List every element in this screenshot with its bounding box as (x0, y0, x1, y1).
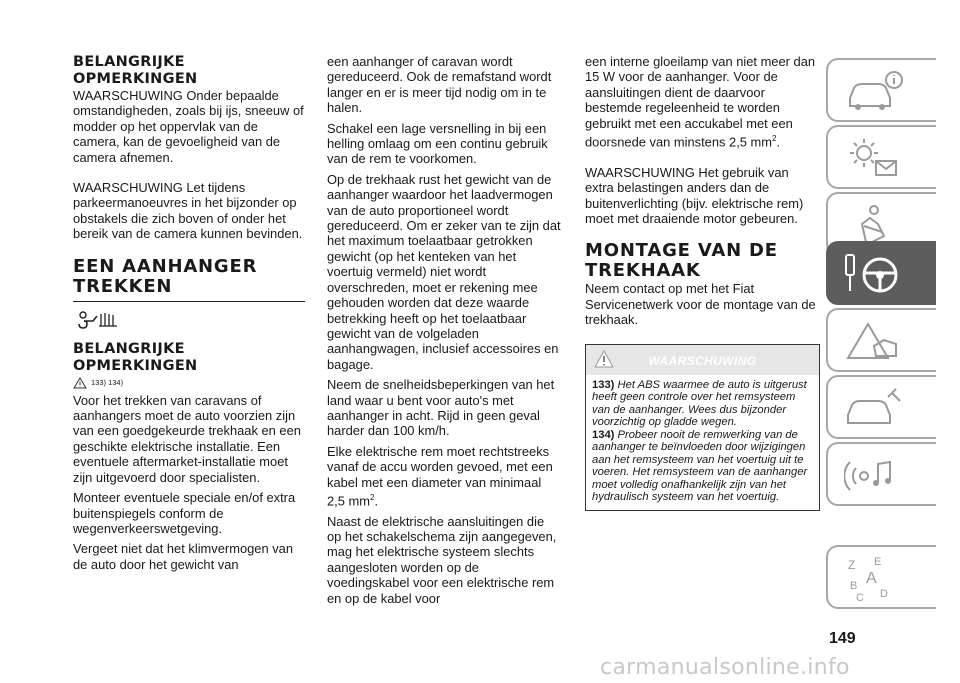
key-steering-wheel-icon (844, 251, 904, 297)
tab-starting-driving[interactable] (826, 241, 936, 305)
warning-triangle-car-icon (844, 318, 904, 364)
period: . (776, 134, 781, 150)
warning-box (585, 344, 820, 511)
warning-header (586, 345, 819, 375)
svg-text:B: B (850, 580, 858, 592)
watermark: carmanualsonline.info (600, 655, 850, 680)
car-maintenance-icon (844, 385, 904, 431)
page-number: 149 (829, 630, 856, 647)
tow-hook-icon (75, 310, 119, 330)
warning-references (73, 377, 305, 389)
paragraph (585, 54, 820, 150)
svg-text:C: C (856, 592, 864, 601)
paragraph: WAARSCHUWING Onder bepaalde omstandigheden, zoals bij ijs, sneeuw of modder op het oppervlak van de camera, kan de gevoeligheid van de camera afnemen. (73, 88, 304, 165)
paragraph: Naast de elektrische aansluitingen die op het schakelschema zijn aangegeven, mag het elektrische systeem slechts aangesloten worden op de voedingskabel voor een elektrische rem en op de kabel voor (327, 513, 557, 606)
svg-text:A: A (866, 570, 877, 587)
paragraph: een aanhanger of caravan wordt gereduceerd. Ook de remafstand wordt langer en er is meer tijd nodig om in te halen. (327, 54, 552, 116)
paragraph-text: Elke elektrische rem moet rechtstreeks vanaf de accu worden gevoed, met een kabel met een diameter van minimaal 2,5 mm (327, 443, 553, 509)
paragraph: Neem de snelheidsbeperkingen van het land waar u bent voor auto's met aanhanger in acht. Rijd in geen geval harder dan 100 km/h. (327, 377, 555, 439)
paragraph-text: een interne gloeilamp van niet meer dan 15 W voor de aanhanger. Voor de aansluitingen dient de daarvoor bestemde regeleenheid te worden gebruikt met een accukabel met een doorsnede van minstens 2,5 mm (585, 54, 816, 150)
superscript: 2 (772, 134, 777, 144)
period: . (374, 493, 379, 509)
section-title: MONTAGE VAN DE TREKHAAK (585, 240, 778, 282)
warning-number: 133) (592, 378, 615, 391)
svg-text:D: D (880, 588, 888, 600)
tab-car-info[interactable] (826, 58, 936, 122)
paragraph: Op de trekhaak rust het gewicht van de aanhanger waardoor het laadvermogen van de auto proportioneel wordt gereduceerd. Om er zeker van te zijn dat het maximum toelaatbaar getrokken gewicht (op het kenteken van het voertuig vermeld) niet wordt overschreden, moet er rekening mee gehouden worden dat deze waarde betrekking heeft op het toelaatbaar gewicht van de volgeladen aanhangwagen, inclusief accessoires en bagage. (327, 171, 561, 372)
paragraph: Vergeet niet dat het klimvermogen van de auto door het gewicht van (73, 541, 293, 572)
tab-emergency[interactable] (826, 308, 936, 372)
tab-multimedia[interactable] (826, 442, 936, 506)
subheading-important-notes: BELANGRIJKE OPMERKINGEN (73, 54, 198, 87)
paragraph: Neem contact op met het Fiat Servicenetwerk voor de montage van de trekhaak. (585, 281, 816, 328)
alphabet-index-icon (844, 555, 904, 601)
svg-text:E: E (874, 556, 882, 568)
car-info-icon (844, 68, 904, 114)
warning-text: Probeer nooit de remwerking van de aanhanger te beïnvloeden door wijzigingen aan het remsysteem van het voertuig uit te voeren. Het remsysteem van de aanhanger moet volledig onafhankelijk zijn van het hydraulisch systeem van het voertuig. (592, 428, 808, 504)
column-1 (73, 54, 305, 572)
paragraph: WAARSCHUWING Let tijdens parkeermanoeuvres in het bijzonder op obstakels die zich boven of onder het bereik van de camera kunnen bevinden. (73, 180, 303, 242)
tab-lights-messages[interactable] (826, 125, 936, 189)
paragraph: Monteer eventuele speciale en/of extra buitenspiegels conform de wegenverkeerswetgeving. (73, 490, 296, 536)
superscript: 2 (369, 492, 375, 502)
warning-triangle-icon (73, 377, 87, 389)
section-title: EEN AANHANGER TREKKEN (73, 255, 258, 297)
lights-and-message-icon (844, 135, 904, 181)
reference-numbers: 133) 134) (91, 378, 124, 388)
warning-number: 134) (592, 428, 615, 441)
warning-text: Het ABS waarmee de auto is uitgerust heeft geen controle over het remsysteem van de aanhanger. Wees dus bijzonder voorzichtig op gladde wegen. (592, 378, 807, 429)
column-3 (585, 54, 820, 511)
subheading-important-notes: BELANGRIJKE OPMERKINGEN (73, 340, 198, 374)
tab-maintenance[interactable] (826, 375, 936, 439)
warning-item (592, 379, 813, 429)
warning-body (586, 375, 819, 510)
paragraph (327, 444, 561, 509)
paragraph: Schakel een lage versnelling in bij een helling omlaag om een continu gebruik van de rem te voorkomen. (327, 120, 548, 167)
warning-item (592, 429, 813, 504)
paragraph: Voor het trekken van caravans of aanhangers moet de auto voorzien zijn van een goedgekeurde trekhaak en een geschikte elektrische installatie. Een eventuele aftermarket-installatie moet zijn uitgevoerd door specialisten. (73, 392, 301, 485)
svg-text:Z: Z (848, 558, 856, 572)
multimedia-icon (844, 452, 904, 498)
tab-index[interactable] (826, 545, 936, 609)
divider (73, 301, 305, 302)
paragraph: WAARSCHUWING Het gebruik van extra belastingen anders dan de buitenverlichting (bijv. elektrische rem) moet met draaiende motor gebeuren. (585, 164, 804, 226)
warning-title: WAARSCHUWING (648, 353, 757, 368)
column-2 (327, 54, 561, 606)
